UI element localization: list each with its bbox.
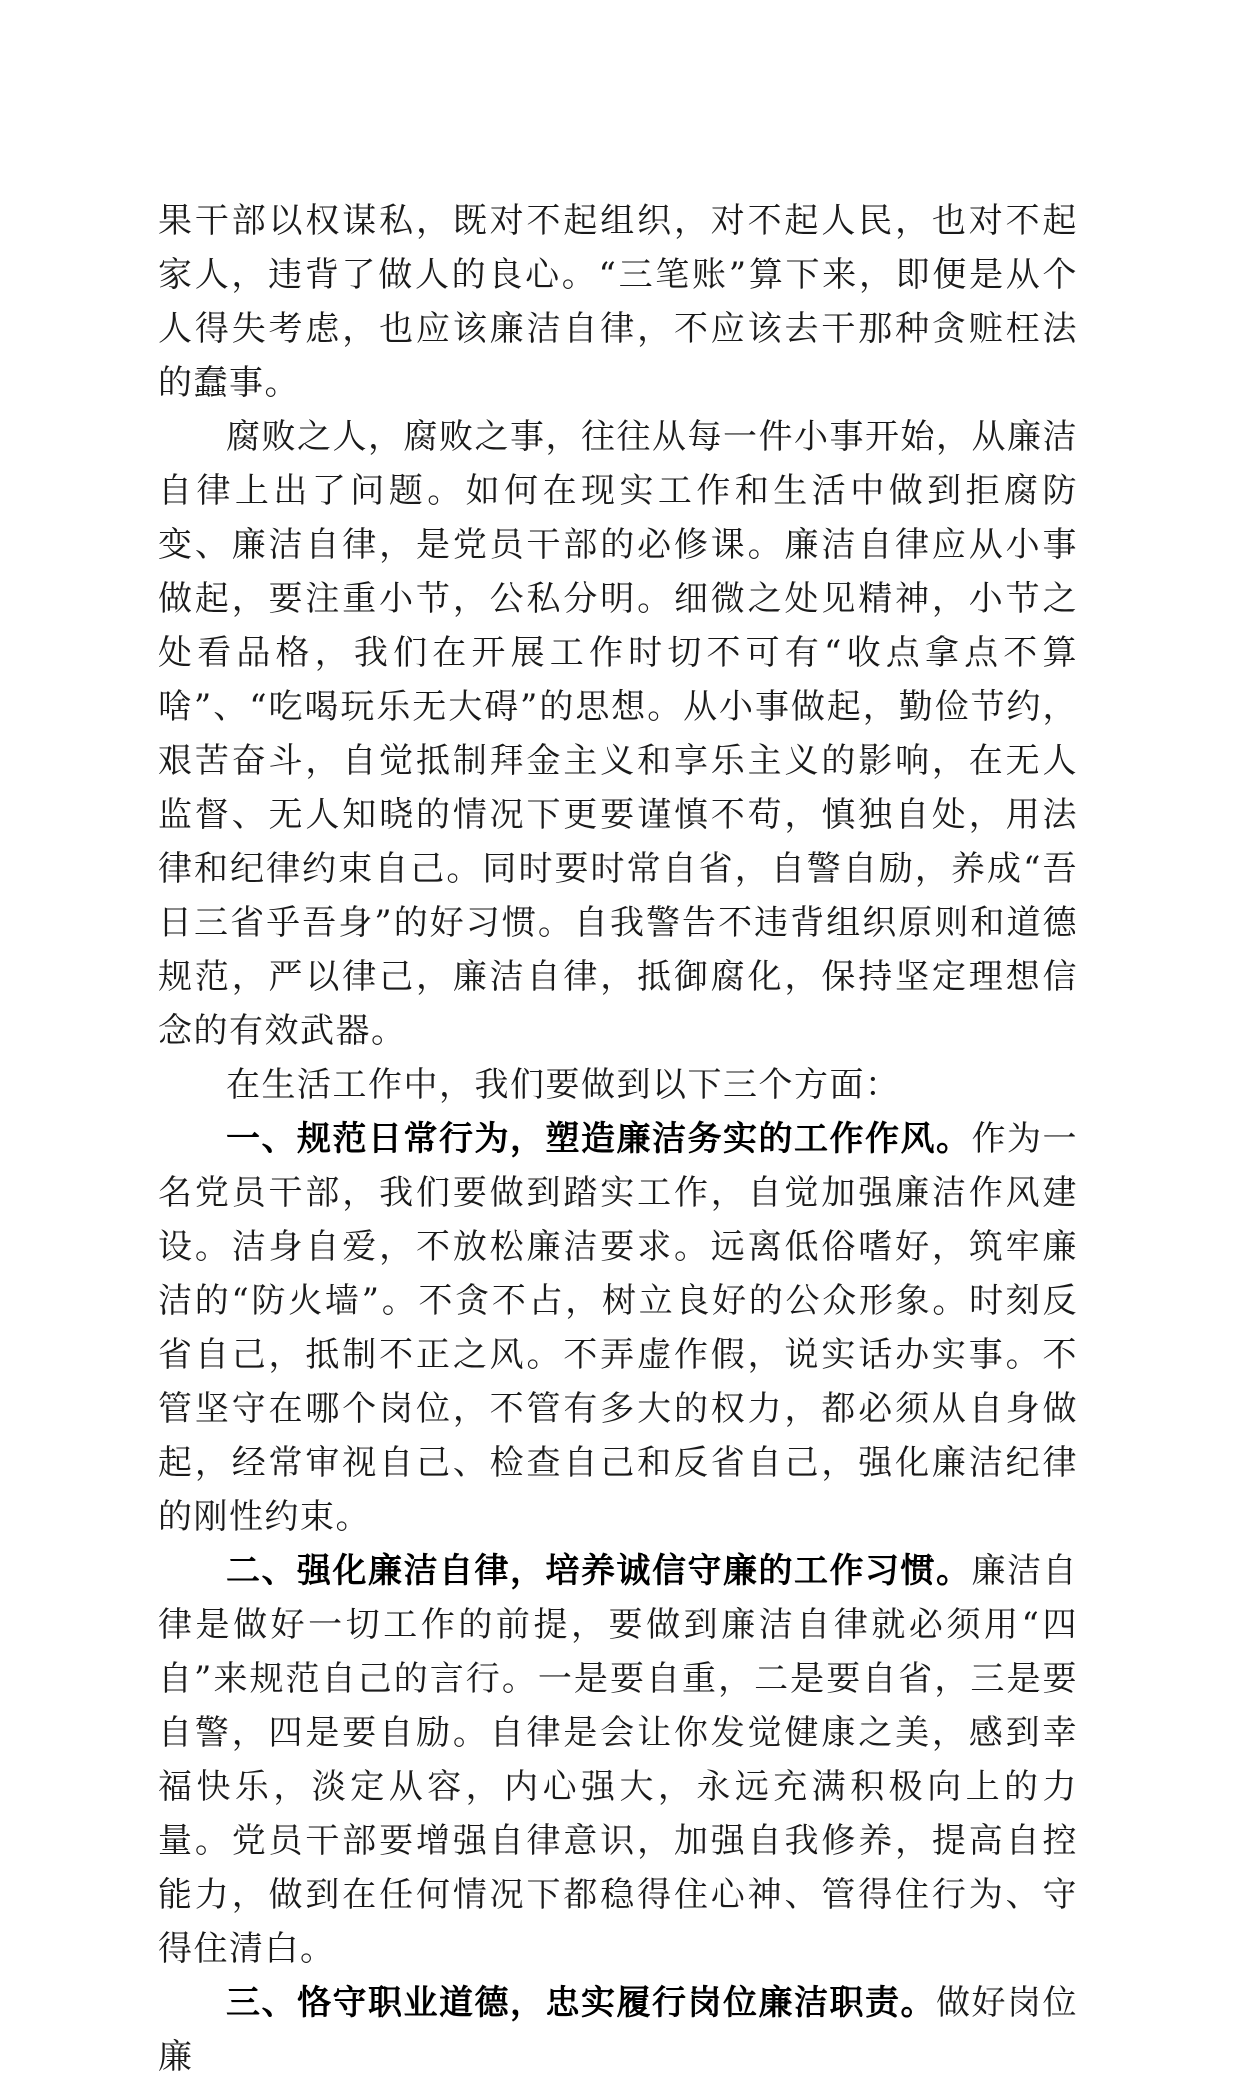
paragraph-text: 果干部以权谋私，既对不起组织，对不起人民，也对不起家人，违背了做人的良心。“三笔账”算下来，即便是从个人得失考虑，也应该廉洁自律，不应该去干那种贪赃枉法的蠢事。 (158, 201, 1078, 403)
point-three-heading: 三、恪守职业道德，忠实履行岗位廉洁职责。 (226, 1983, 936, 2023)
paragraph-text: 作为一名党员干部，我们要做到踏实工作，自觉加强廉洁作风建设。洁身自爱，不放松廉洁要求。远离低俗嗜好，筑牢廉洁的“防火墙”。不贪不占，树立良好的公众形象。时刻反省自己，抵制不正之风。不弄虚作假，说实话办实事。不管坚守在哪个岗位，不管有多大的权力，都必须从自身做起，经常审视自己、检查自己和反省自己，强化廉洁纪律的刚性约束。 (158, 1119, 1078, 1537)
paragraph-continuation (158, 194, 1078, 410)
paragraph-text: 腐败之人，腐败之事，往往从每一件小事开始，从廉洁自律上出了问题。如何在现实工作和生活中做到拒腐防变、廉洁自律，是党员干部的必修课。廉洁自律应从小事做起，要注重小节，公私分明。细微之处见精神，小节之处看品格，我们在开展工作时切不可有“收点拿点不算啥”、“吃喝玩乐无大碍”的思想。从小事做起，勤俭节约，艰苦奋斗，自觉抵制拜金主义和享乐主义的影响，在无人监督、无人知晓的情况下更要谨慎不苟，慎独自处，用法律和纪律约束自己。同时要时常自省，自警自励，养成“吾日三省乎吾身”的好习惯。自我警告不违背组织原则和道德规范，严以律己，廉洁自律，抵御腐化，保持坚定理想信念的有效武器。 (158, 417, 1078, 1051)
paragraph-point-two (158, 1544, 1078, 1976)
paragraph-three-aspects-intro (158, 1058, 1078, 1112)
point-one-heading: 一、规范日常行为，塑造廉洁务实的工作作风。 (226, 1119, 972, 1159)
paragraph-corruption-small-matters (158, 410, 1078, 1058)
paragraph-text: 做好岗位廉 (158, 1983, 1078, 2077)
paragraph-point-three (158, 1976, 1078, 2084)
document-body (158, 194, 1078, 2084)
paragraph-point-one (158, 1112, 1078, 1544)
point-two-heading: 二、强化廉洁自律，培养诚信守廉的工作习惯。 (226, 1551, 972, 1591)
paragraph-text: 廉洁自律是做好一切工作的前提，要做到廉洁自律就必须用“四自”来规范自己的言行。一是要自重，二是要自省，三是要自警，四是要自励。自律是会让你发觉健康之美，感到幸福快乐，淡定从容，内心强大，永远充满积极向上的力量。党员干部要增强自律意识，加强自我修养，提高自控能力，做到在任何情况下都稳得住心神、管得住行为、守得住清白。 (158, 1551, 1078, 1969)
paragraph-text: 在生活工作中，我们要做到以下三个方面： (226, 1065, 901, 1105)
